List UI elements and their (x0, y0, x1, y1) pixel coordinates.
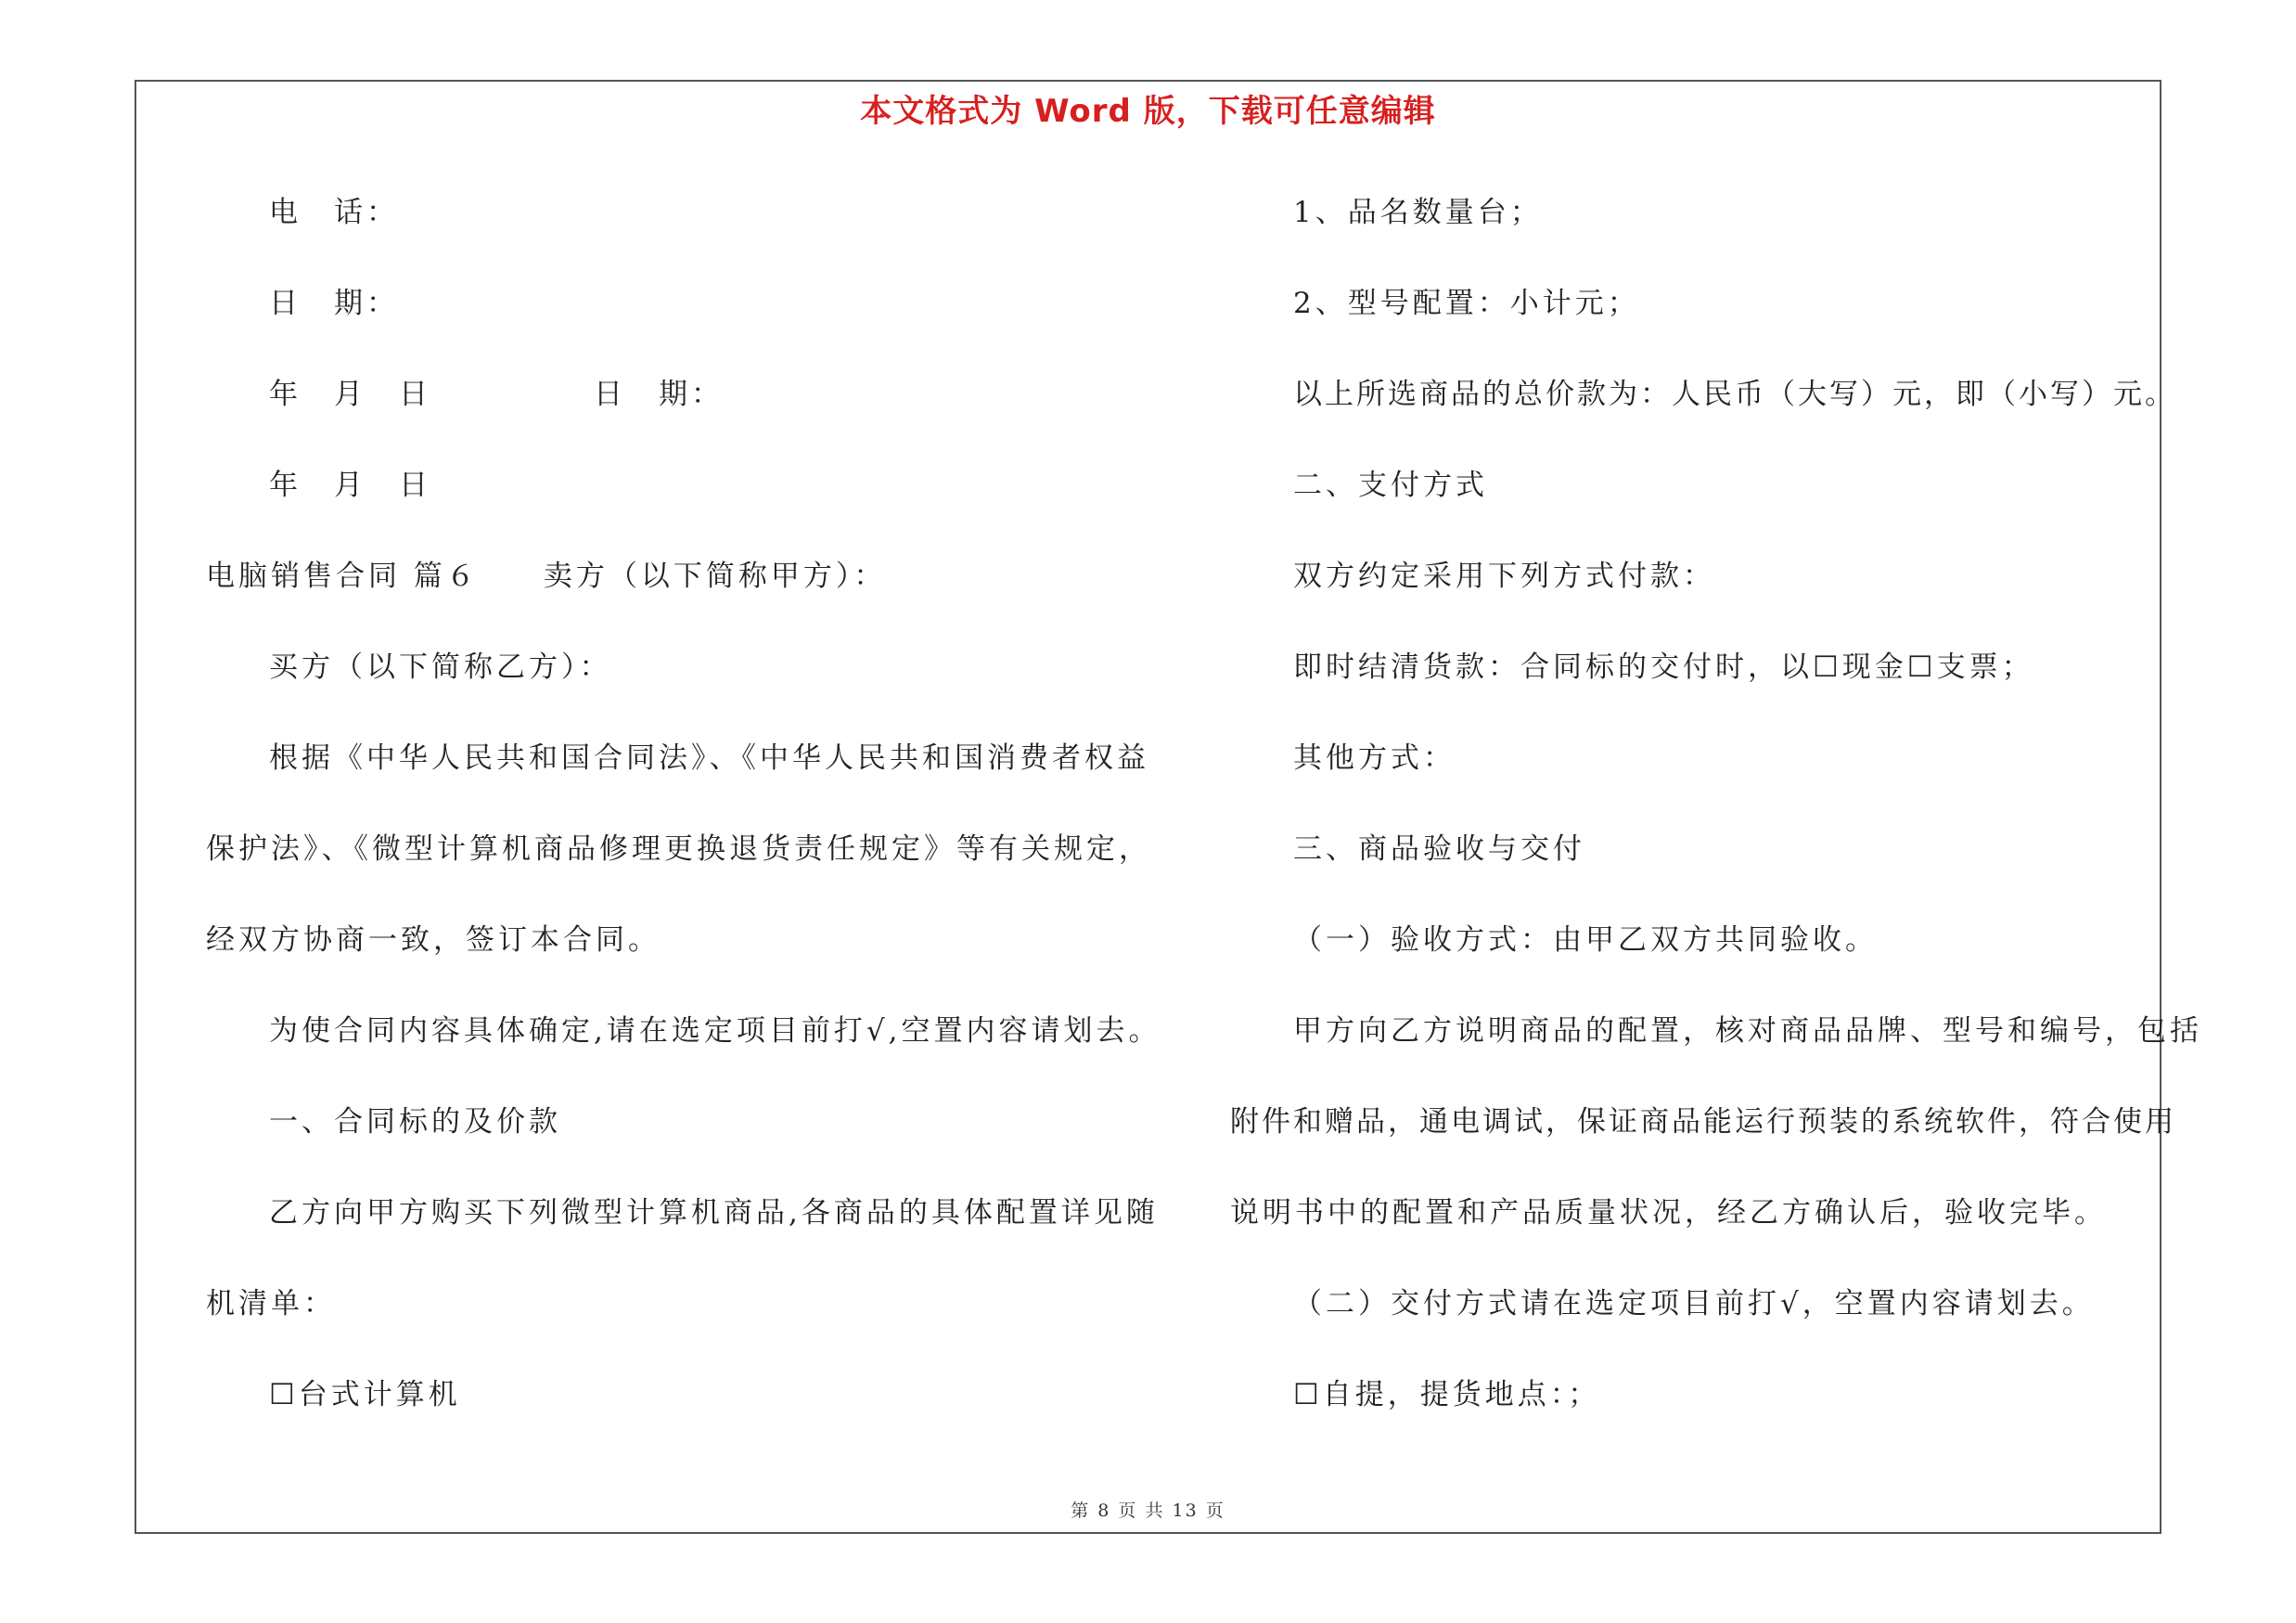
page-number: 第 8 页 共 13 页 (1071, 1501, 1225, 1521)
text-line: 以上所选商品的总价款为：人民币（大写）元，即（小写）元。 (1293, 378, 2176, 411)
text-line: 三、商品验收与交付 (1293, 832, 1585, 866)
text-line: ☐台式计算机 (269, 1378, 461, 1411)
text-line: 双方约定采用下列方式付款： (1293, 560, 1715, 593)
text-line: 年 月 日 (269, 469, 431, 502)
text-line: （一）验收方式：由甲乙双方共同验收。 (1293, 923, 1878, 957)
text-line: 其他方式： (1293, 741, 1456, 775)
text-line: 电 话： (269, 196, 399, 229)
text-line: 保护法》、《微型计算机商品修理更换退货责任规定》等有关规定， (206, 832, 1151, 866)
text-line: 一、合同标的及价款 (269, 1105, 561, 1139)
text-line: 二、支付方式 (1293, 469, 1488, 502)
text-line: 机清单： (206, 1287, 336, 1320)
text-line: ☐自提，提货地点：； (1293, 1378, 1601, 1411)
format-banner: 本文格式为 Word 版，下载可任意编辑 (860, 93, 1436, 130)
text-line: 附件和赠品，通电调试，保证商品能运行预装的系统软件，符合使用 (1230, 1105, 2176, 1139)
text-line: 2、型号配置：小计元； (1293, 287, 1640, 320)
text-line: 根据《中华人民共和国合同法》、《中华人民共和国消费者权益 (269, 741, 1149, 775)
text-line: 1、品名数量台； (1293, 196, 1543, 229)
text-line: 乙方向甲方购买下列微型计算机商品,各商品的具体配置详见随 (269, 1196, 1159, 1230)
text-line: 为使合同内容具体确定,请在选定项目前打√,空置内容请划去。 (269, 1014, 1161, 1048)
text-line: 甲方向乙方说明商品的配置，核对商品品牌、型号和编号，包括 (1293, 1014, 2202, 1048)
text-line: （二）交付方式请在选定项目前打√，空置内容请划去。 (1293, 1287, 2095, 1320)
text-line: 日 期： (269, 287, 399, 320)
text-line: 说明书中的配置和产品质量状况，经乙方确认后，验收完毕。 (1230, 1196, 2107, 1230)
text-line: 买方（以下简称乙方）： (269, 650, 612, 684)
text-line: 年 月 日 日 期： (269, 378, 724, 411)
text-line: 经双方协商一致，签订本合同。 (206, 923, 661, 957)
text-line: 即时结清货款：合同标的交付时，以☐现金☐支票； (1293, 650, 2034, 684)
text-line: 电脑销售合同 篇６ 卖方（以下简称甲方）： (206, 560, 887, 593)
